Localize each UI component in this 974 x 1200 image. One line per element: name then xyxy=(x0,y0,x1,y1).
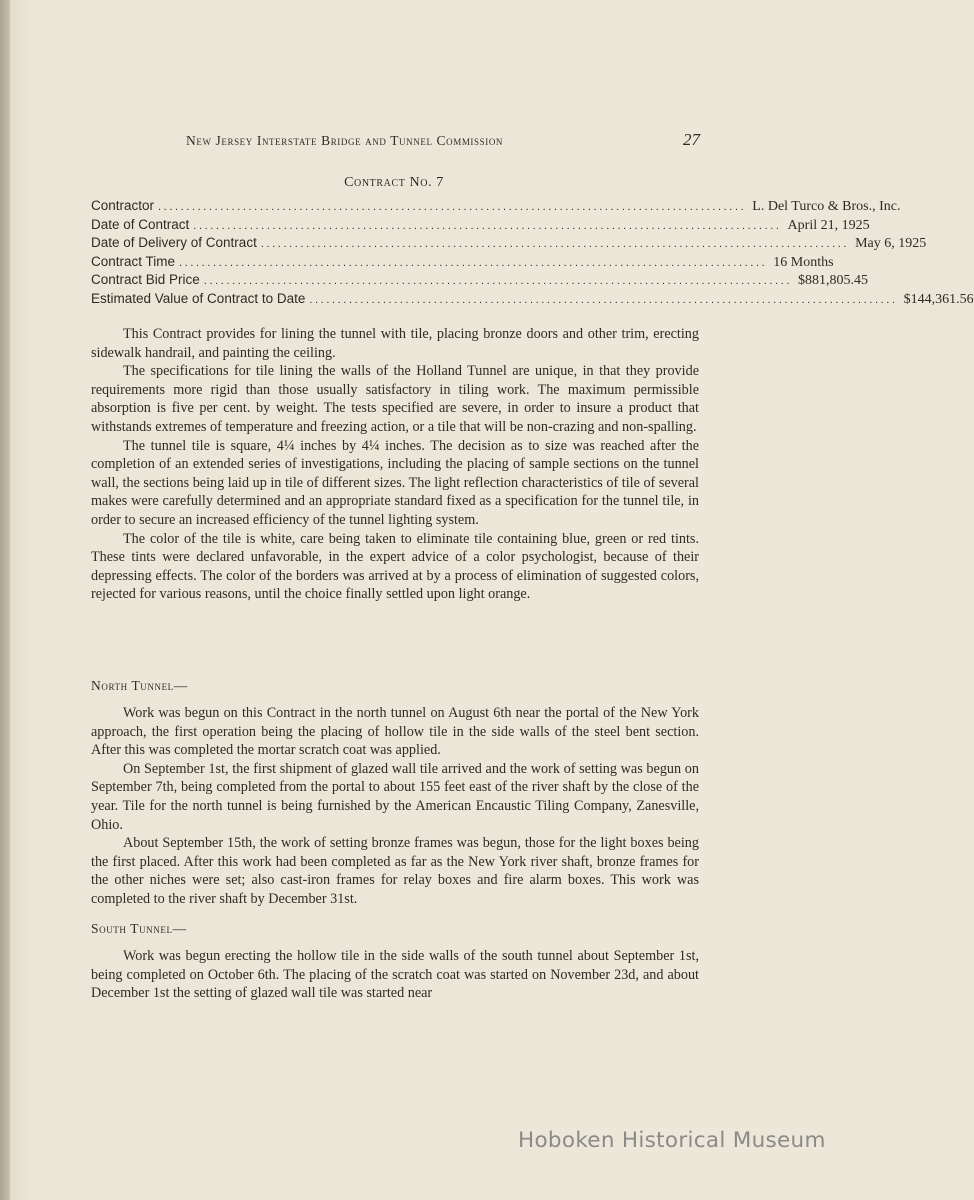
paragraph: The specifications for tile lining the walls of the Holland Tunnel are unique, in that they provide requirements more rigid than those usually satisfactory in tiling work. The maximum permissible absorption is five per cent. by weight. The tests specified are severe, in order to insure a product that withstands extremes of temperature and freezing action, or a tile that will be non-crazing and non-spalling. xyxy=(91,363,699,435)
contract-row-value: April 21, 1925 xyxy=(787,217,870,233)
leader-dots: ........................................................................................................ xyxy=(193,219,782,232)
paragraph: On September 1st, the first shipment of glazed wall tile arrived and the work of setting was begun on September 7th, being completed from the portal to about 155 feet east of the river shaft by the close of the year. Tile for the north tunnel is being furnished by the American Encaustic Tiling Company, Zanesville, Ohio. xyxy=(91,760,699,833)
header-title: New Jersey Interstate Bridge and Tunnel Commission xyxy=(186,133,504,148)
paragraph: This Contract provides for lining the tunnel with tile, placing bronze doors and other trim, erecting sidewalk handrail, and painting the ceiling. xyxy=(91,326,699,361)
south-tunnel-heading: South Tunnel— xyxy=(91,921,187,936)
page-number: 27 xyxy=(683,130,700,149)
contract-row-label: Date of Delivery of Contract xyxy=(91,235,257,251)
contract-details-table xyxy=(91,198,974,310)
contract-row-label: Contractor xyxy=(91,198,155,213)
north-tunnel-section xyxy=(91,704,699,909)
leader-dots: ........................................................................................................ xyxy=(260,238,850,251)
contract-heading: Contract No. 7 xyxy=(344,175,444,190)
contract-row-label: Contract Bid Price xyxy=(91,272,200,288)
contract-row xyxy=(91,272,869,291)
paragraph: About September 15th, the work of setting bronze frames was begun, those for the light boxes being the first placed. After this work had been completed as far as the New York river shaft, bronze frames for the other niches were set; also cast-iron frames for relay boxes and fire alarm boxes. This work was completed to the river shaft by December 31st. xyxy=(91,835,699,907)
paragraph: Work was begun erecting the hollow tile in the side walls of the south tunnel about September 1st, being completed on October 6th. The placing of the scratch coat was started on November 23d, and about December 1st the setting of glazed wall tile was started near xyxy=(91,948,699,1002)
contract-row-label: Contract Time xyxy=(91,253,176,269)
contract-row-value: $881,805.45 xyxy=(798,273,869,289)
contract-row-value: L. Del Turco & Bros., Inc. xyxy=(752,199,901,214)
page-binding-edge xyxy=(0,0,10,1200)
contract-row-value: 16 Months xyxy=(773,254,834,270)
leader-dots: ........................................................................................................ xyxy=(179,256,768,269)
south-tunnel-section xyxy=(91,947,699,1003)
museum-watermark: Hoboken Historical Museum xyxy=(518,1128,826,1153)
contract-row-value: May 6, 1925 xyxy=(855,236,927,252)
intro-section xyxy=(91,325,699,604)
paragraph: Work was begun on this Contract in the north tunnel on August 6th near the portal of the New York approach, the first operation being the placing of hollow tile in the side walls of the steel bent section. After this was completed the mortar scratch coat was applied. xyxy=(91,705,699,759)
contract-row xyxy=(91,235,927,254)
paragraph: The tunnel tile is square, 4¼ inches by 4¼ inches. The decision as to size was reached after the completion of an extended series of investigations, including the placing of sample sections on the tunnel wall, the sections being laid up in tile of different sizes. The light reflection characteristics of tile of several makes were carefully determined and an appropriate standard fixed as a specification for the tunnel tile, in order to secure an increased efficiency of the tunnel lighting system. xyxy=(91,437,699,528)
north-tunnel-heading: North Tunnel— xyxy=(91,678,188,693)
contract-row-label: Date of Contract xyxy=(91,216,190,232)
contract-row-label: Estimated Value of Contract to Date xyxy=(91,290,306,306)
paragraph: The color of the tile is white, care being taken to eliminate tile containing blue, green or red tints. These tints were declared unfavorable, in the expert advice of a color psychologist, because of their depressing effects. The color of the borders was arrived at by a process of elimination of suggested colors, rejected for various reasons, until the choice finally settled upon light orange. xyxy=(91,530,699,603)
contract-row-value: $144,361.56 xyxy=(903,291,974,307)
contract-row xyxy=(91,290,974,310)
running-header xyxy=(90,130,700,155)
leader-dots: ........................................................................................................ xyxy=(158,201,747,213)
contract-row xyxy=(91,216,870,236)
contract-row xyxy=(91,253,834,273)
leader-dots: ........................................................................................................ xyxy=(203,275,793,288)
contract-row xyxy=(91,198,901,217)
leader-dots: ........................................................................................................ xyxy=(309,293,898,306)
